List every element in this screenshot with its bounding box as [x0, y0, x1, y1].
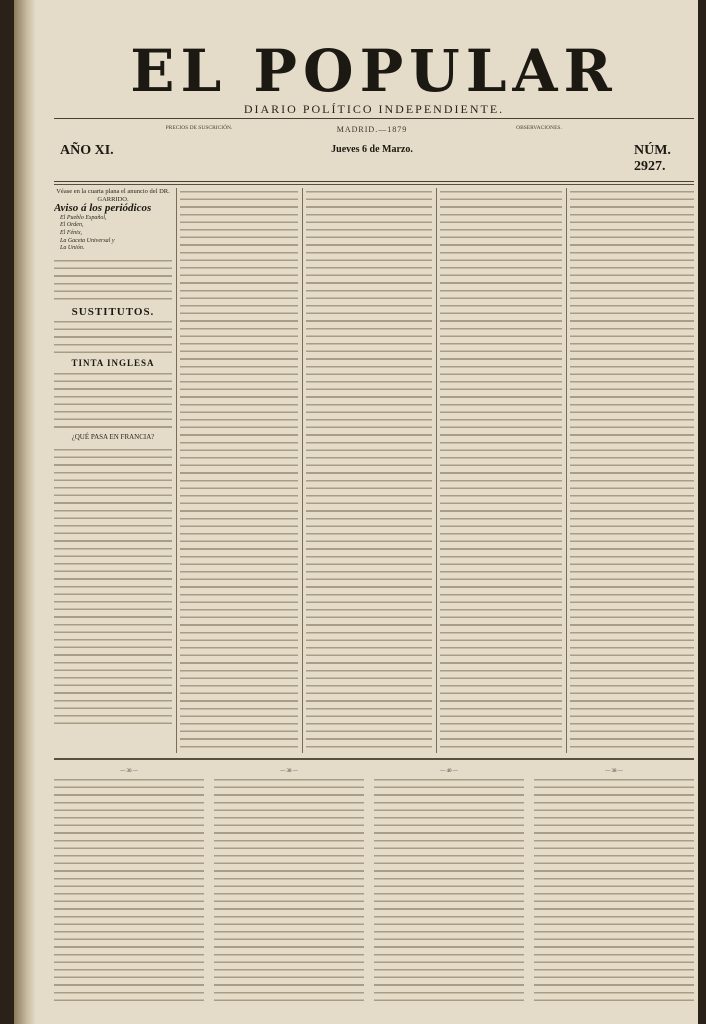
column-rule — [176, 188, 177, 753]
page-number: — 36 — — [120, 769, 138, 774]
garrido-notice: Véase en la cuarta plana el anuncio del DR. GARRIDO. — [56, 188, 170, 203]
list-item: El Orden, — [60, 222, 84, 229]
observations-title: OBSERVACIONES. — [516, 125, 562, 131]
column-rule — [302, 188, 303, 753]
question-heading: ¿QUÉ PASA EN FRANCIA? — [71, 432, 155, 441]
body-text — [54, 776, 204, 1004]
body-text — [54, 370, 172, 430]
prices-title: PRECIOS DE SUSCRICIÓN. — [165, 125, 233, 131]
body-text — [214, 776, 364, 1004]
serial-column-4 — [534, 768, 694, 1008]
newspaper-page — [14, 0, 698, 1024]
page-number: — 38 — — [605, 769, 623, 774]
aviso-list — [54, 215, 172, 253]
newspaper-subtitle: DIARIO POLÍTICO INDEPENDIENTE. — [243, 102, 505, 116]
body-text — [54, 257, 172, 305]
issue-date: Jueves 6 de Marzo. — [331, 144, 413, 155]
column-rule — [566, 188, 567, 753]
aviso-heading: Aviso á los periódicos — [54, 202, 152, 215]
list-item: La Unión. — [60, 245, 85, 252]
sustitutos-heading: SUSTITUTOS. — [71, 305, 155, 318]
tinta-heading: TINTA INGLESA — [71, 358, 155, 369]
list-item: El Fénix, — [60, 229, 82, 236]
serial-column-2 — [214, 768, 364, 1008]
column-5 — [570, 188, 694, 753]
page-binding — [14, 0, 36, 1024]
column-1 — [54, 188, 172, 753]
page-number: — 38 — — [280, 769, 298, 774]
list-item: La Gaceta Universal y — [60, 237, 115, 244]
serial-column-3 — [374, 768, 524, 1008]
body-text — [54, 318, 172, 356]
year-label: AÑO XI. — [60, 143, 114, 158]
folletin-divider — [54, 758, 694, 760]
header-divider — [54, 184, 694, 185]
body-text — [374, 776, 524, 1004]
observations-box — [454, 125, 624, 132]
column-4 — [440, 188, 562, 753]
prices-box — [124, 125, 274, 132]
page-number: — 40 — — [440, 769, 458, 774]
date-box — [302, 125, 442, 155]
serial-column-1 — [54, 768, 204, 1008]
column-rule — [436, 188, 437, 753]
body-text — [54, 446, 172, 726]
column-2 — [180, 188, 298, 753]
column-3 — [306, 188, 432, 753]
body-text — [534, 776, 694, 1004]
info-bar — [54, 118, 694, 182]
masthead — [54, 37, 694, 117]
newspaper-title: EL POPULAR — [130, 37, 618, 105]
issue-number: NÚM. 2927. — [634, 143, 671, 174]
city-year: MADRID.—1879 — [336, 125, 408, 134]
list-item: El Pueblo Español, — [60, 214, 107, 221]
